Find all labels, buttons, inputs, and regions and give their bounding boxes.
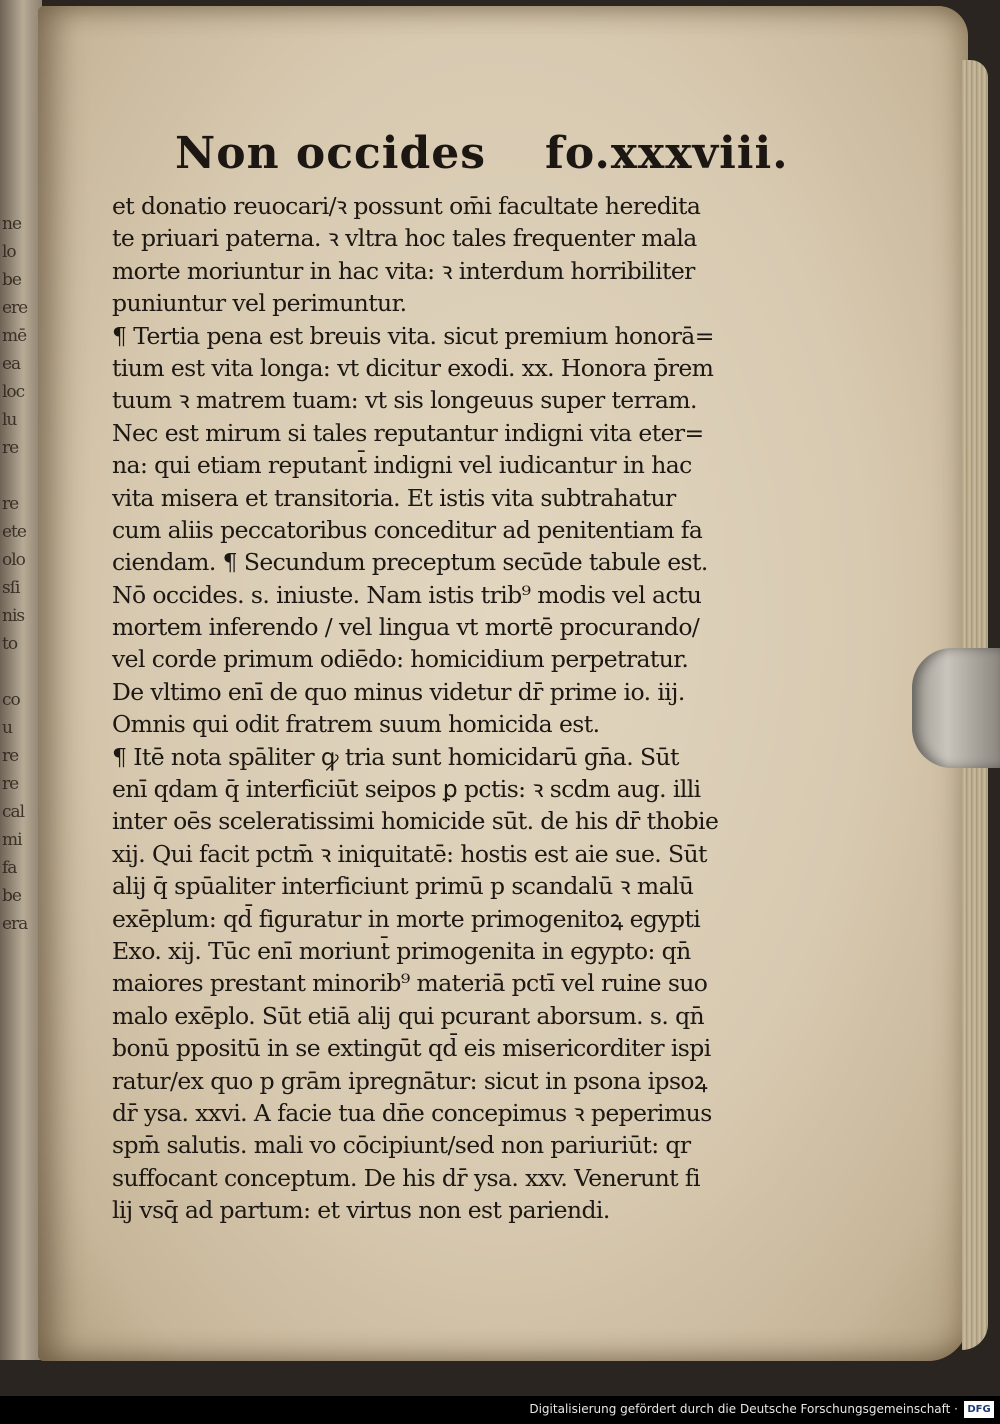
text-line: inter oēs sceleratissimi homicide sūt. de his dr̄ thobie xyxy=(112,807,719,836)
facing-page-text: ne lo be ere mē ea loc lu re re ete olo sſi nis to co u re re cal mi fa be era xyxy=(2,214,28,934)
running-header xyxy=(175,128,789,198)
footer-bar xyxy=(0,1396,1000,1424)
text-line: dr̄ ysa. xxvi. A facie tua dn̄e concepimus ꝛ peperimus xyxy=(112,1098,712,1127)
text-line: suffocant conceptum. De his dr̄ ysa. xxv. Venerunt fi xyxy=(112,1163,700,1192)
text-line: enī qdam q̄ interficiūt seipos ꝑ pctis: ꝛ scdm aug. illi xyxy=(112,775,701,804)
text-line: lij vsq̄ ad partum: et virtus non est pariendi. xyxy=(112,1196,610,1225)
text-line: ¶ Itē nota spāliter ꝙ tria sunt homicidarū gn̄a. Sūt xyxy=(112,742,679,771)
running-title: Non occides xyxy=(175,128,487,179)
text-line: Nec est mirum si tales reputantur indigni vita eter= xyxy=(112,418,704,447)
text-line: morte moriuntur in hac vita: ꝛ interdum horribiliter xyxy=(112,256,695,285)
book-clasp xyxy=(912,648,1000,768)
text-line: ciendam. ¶ Secundum preceptum secūde tabule est. xyxy=(112,548,708,577)
text-line: na: qui etiam reputant̄ indigni vel iudicantur in hac xyxy=(112,451,692,480)
text-line: ratur/ex quo p grām ipregnātur: sicut in psona ipsoꝝ xyxy=(112,1066,707,1095)
dfg-logo: DFG xyxy=(964,1401,994,1418)
text-line: Exo. xij. Tūc enī moriunt̄ primogenita in egypto: qn̄ xyxy=(112,936,691,965)
text-line: mortem inferendo / vel lingua vt mortē procurando/ xyxy=(112,613,700,642)
text-line: maiores prestant minorib⁹ materiā pctī vel ruine suo xyxy=(112,969,708,998)
text-line: vita misera et transitoria. Et istis vita subtrahatur xyxy=(112,483,676,512)
text-line: ¶ Tertia pena est breuis vita. sicut premium honorā= xyxy=(112,321,714,350)
text-line: puniuntur vel perimuntur. xyxy=(112,289,407,318)
text-line: xij. Qui facit pctm̄ ꝛ iniquitatē: hostis est aie sue. Sūt xyxy=(112,839,707,868)
text-line: te priuari paterna. ꝛ vltra hoc tales frequenter mala xyxy=(112,224,697,253)
text-line: exēplum: qd̄ figuratur in morte primogenitoꝝ egypti xyxy=(112,904,701,933)
text-line: tium est vita longa: vt dicitur exodi. xx. Honora p̄rem xyxy=(112,353,714,382)
main-text-block xyxy=(112,190,787,1227)
text-line: malo exēplo. Sūt etiā alij qui pcurant aborsum. s. qn̄ xyxy=(112,1001,705,1030)
text-line: Omnis qui odit fratrem suum homicida est. xyxy=(112,710,600,739)
text-line: et donatio reuocari/ꝛ possunt om̄i facultate heredita xyxy=(112,192,701,220)
text-line: Nō occides. s. iniuste. Nam istis trib⁹ modis vel actu xyxy=(112,580,702,609)
funding-credit: Digitalisierung gefördert durch die Deutsche Forschungsgemeinschaft · xyxy=(529,1402,958,1416)
facing-page-edge xyxy=(0,0,42,1360)
folio-number: fo.xxxviii. xyxy=(545,128,789,179)
text-line: tuum ꝛ matrem tuam: vt sis longeuus super terram. xyxy=(112,386,697,415)
text-line: alij q̄ spūaliter interficiunt primū p scandalū ꝛ malū xyxy=(112,872,694,901)
text-line: vel corde primum odiēdo: homicidium perpetratur. xyxy=(112,645,689,674)
text-line: De vltimo enī de quo minus videtur dr̄ prime io. iij. xyxy=(112,677,685,706)
text-line: spm̄ salutis. mali vo cōcipiunt/sed non pariuriūt: qr xyxy=(112,1131,691,1160)
text-line: cum aliis peccatoribus conceditur ad penitentiam fa xyxy=(112,515,703,544)
text-line: bonū ppositū in se extingūt qd̄ eis misericorditer ispi xyxy=(112,1034,711,1063)
